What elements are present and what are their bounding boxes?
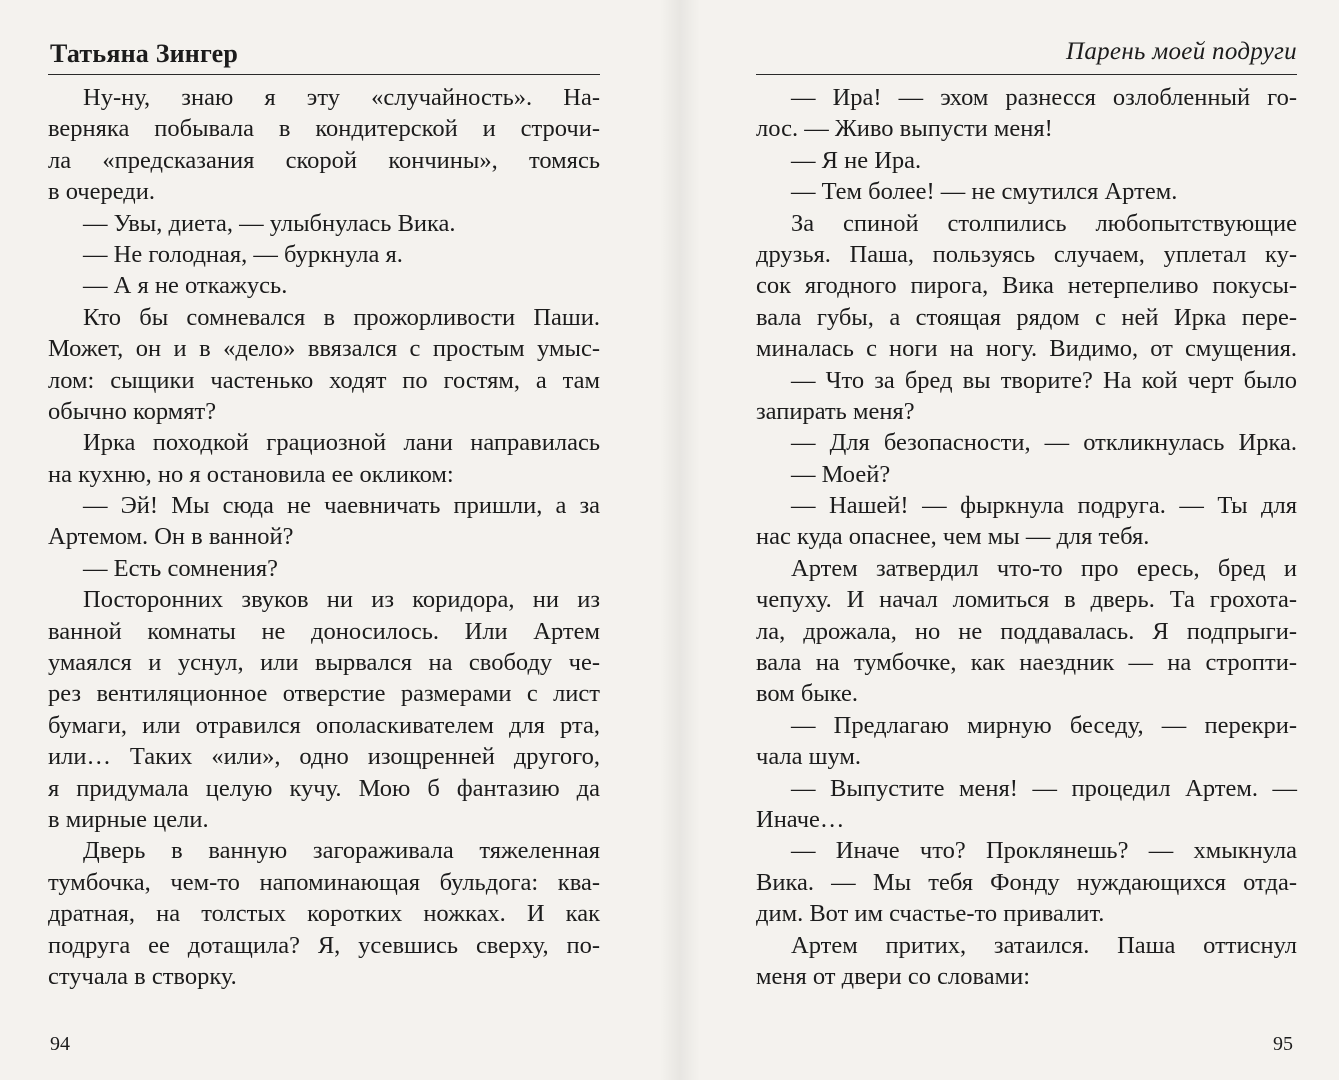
text-line: — Для безопасности, — откликнулась Ирка.	[791, 429, 1297, 457]
text-line: нас куда опаснее, чем мы — для тебя.	[756, 523, 1150, 551]
book-title: Парень моей подруги	[1065, 38, 1297, 65]
text-line: За спиной столпились любопытствующие	[791, 209, 1297, 237]
text-line: тумбочка, чем-то напоминающая бульдога: ква-	[48, 868, 600, 896]
text-line: — Выпустите меня! — процедил Артем. —	[791, 774, 1297, 802]
text-line: сок ягодного пирога, Вика нетерпеливо покусы-	[756, 272, 1297, 300]
text-line: — Я не Ира.	[791, 146, 922, 174]
text-line: миналась с ноги на ногу. Видимо, от смущения.	[756, 335, 1297, 363]
text-line: вала губы, а стоящая рядом с ней Ирка пере-	[756, 303, 1297, 331]
text-line: в очереди.	[48, 178, 156, 206]
text-line: ванной комнаты не доносилось. Или Артем	[48, 617, 600, 645]
text-line: лос. — Живо выпусти меня!	[756, 115, 1053, 143]
left-page	[48, 0, 600, 1080]
text-line: обычно кормят?	[48, 397, 217, 425]
text-line: Артем затвердил что-то про ересь, бред и	[791, 554, 1297, 582]
text-line: Ну-ну, знаю я эту «случайность». На-	[83, 84, 600, 111]
text-line: Артемом. Он в ванной?	[48, 523, 294, 551]
text-line: дратная, на толстых коротких ножках. И как	[48, 900, 600, 928]
right-running-head	[756, 38, 1297, 75]
text-line: — Иначе что? Проклянешь? — хмыкнула	[791, 837, 1297, 865]
text-line: Ирка походкой грациозной лани направилась	[83, 429, 600, 457]
text-line: я придумала целую кучу. Мою б фантазию да	[48, 774, 600, 802]
text-line: ла «предсказания скорой кончины», томясь	[48, 146, 600, 174]
text-line: Вика. — Мы тебя Фонду нуждающихся отда-	[756, 868, 1297, 896]
text-line: Посторонних звуков ни из коридора, ни из	[83, 586, 600, 614]
text-line: вала на тумбочке, как наездник — на стропти-	[756, 649, 1297, 677]
text-line: верняка побывала в кондитерской и строчи-	[48, 115, 600, 143]
text-line: — Ира! — эхом разнесся озлобленный го-	[791, 84, 1297, 111]
left-page-text	[48, 82, 600, 992]
text-line: Иначе…	[756, 805, 845, 833]
text-line: — Моей?	[791, 460, 891, 488]
right-page-number: 95	[1273, 1033, 1293, 1055]
right-page	[756, 0, 1297, 1080]
text-line: или… Таких «или», одно изощренней другого,	[48, 743, 600, 771]
text-line: Может, он и в «дело» ввязался с простым умыс-	[48, 335, 600, 363]
text-line: Кто бы сомневался в прожорливости Паши.	[83, 303, 600, 331]
text-line: друзья. Паша, пользуясь случаем, уплетал ку-	[756, 240, 1297, 268]
text-line: Артем притих, затаился. Паша оттиснул	[791, 931, 1297, 959]
text-line: — Не голодная, — буркнула я.	[83, 240, 403, 268]
text-line: лом: сыщики частенько ходят по гостям, а там	[48, 366, 600, 394]
text-line: в мирные цели.	[48, 805, 209, 833]
text-line: рез вентиляционное отверстие размерами с лист	[48, 680, 600, 708]
author-name: Татьяна Зингер	[50, 39, 239, 68]
text-line: ла, дрожала, но не поддавалась. Я подпрыги-	[756, 617, 1297, 645]
text-line: — А я не откажусь.	[83, 272, 288, 300]
text-line: — Эй! Мы сюда не чаевничать пришли, а за	[83, 492, 600, 520]
text-line: чепуху. И начал ломиться в дверь. Та грохота-	[756, 586, 1297, 614]
text-line: на кухню, но я остановила ее окликом:	[48, 460, 454, 488]
text-line: — Есть сомнения?	[83, 554, 278, 582]
text-line: стучала в створку.	[48, 962, 237, 990]
text-line: — Увы, диета, — улыбнулась Вика.	[83, 209, 456, 237]
text-line: умаялся и уснул, или вырвался на свободу че-	[48, 649, 600, 677]
text-line: дим. Вот им счастье-то привалит.	[756, 900, 1105, 928]
text-line: вом быке.	[756, 680, 859, 708]
text-line: — Предлагаю мирную беседу, — перекри-	[791, 711, 1297, 739]
left-running-head	[48, 38, 600, 75]
text-line: подруга ее дотащила? Я, усевшись сверху, по-	[48, 931, 600, 959]
text-line: — Тем более! — не смутился Артем.	[791, 178, 1178, 206]
text-line: запирать меня?	[756, 397, 915, 425]
text-line: меня от двери со словами:	[756, 962, 1031, 990]
text-line: — Что за бред вы творите? На кой черт было	[791, 366, 1297, 394]
left-page-number: 94	[50, 1033, 70, 1055]
text-line: бумаги, или отравился ополаскивателем для рта,	[48, 711, 600, 739]
text-line: чала шум.	[756, 743, 862, 771]
text-line: — Нашей! — фыркнула подруга. — Ты для	[791, 492, 1297, 520]
right-page-text	[756, 82, 1297, 992]
text-line: Дверь в ванную загораживала тяжеленная	[83, 837, 600, 865]
book-gutter-shadow	[660, 0, 700, 1080]
